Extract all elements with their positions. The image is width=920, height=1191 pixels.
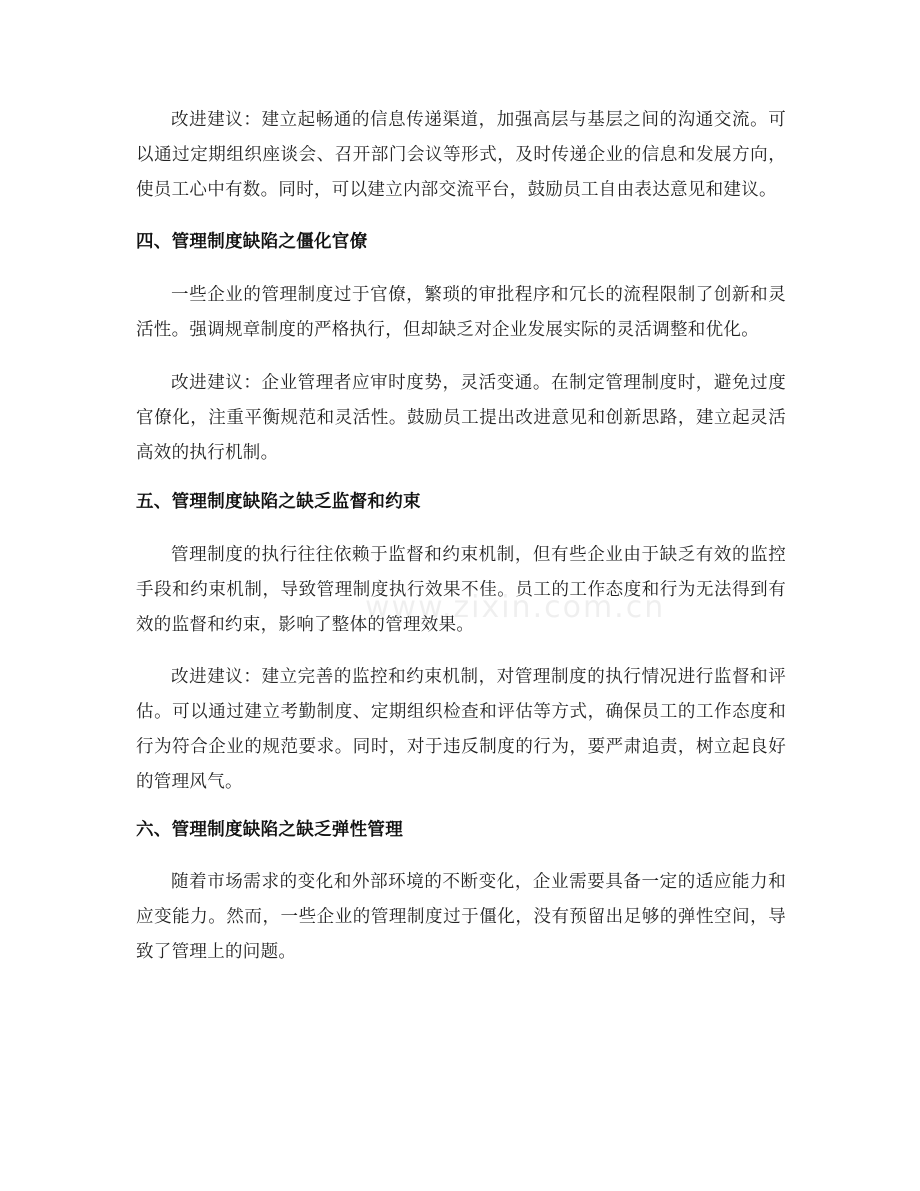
paragraph-suggestion-communication: 改进建议：建立起畅通的信息传递渠道，加强高层与基层之间的沟通交流。可以通过定期组织座谈会、召开部门会议等形式，及时传递企业的信息和发展方向，使员工心中有数。同时，可以建立内部交流平台，鼓励员工自由表达意见和建议。 [136, 110, 786, 200]
paragraph-supervision-problem: 管理制度的执行往往依赖于监督和约束机制，但有些企业由于缺乏有效的监控手段和约束机制，导致管理制度执行效果不佳。员工的工作态度和行为无法得到有效的监督和约束，影响了整体的管理效果。 [136, 545, 786, 635]
paragraph-bureaucracy-problem: 一些企业的管理制度过于官僚，繁琐的审批程序和冗长的流程限制了创新和灵活性。强调规章制度的严格执行，但却缺乏对企业发展实际的灵活调整和优化。 [136, 285, 786, 340]
section-heading-4: 四、管理制度缺陷之僵化官僚 [136, 232, 368, 252]
paragraph-suggestion-supervision: 改进建议：建立完善的监控和约束机制，对管理制度的执行情况进行监督和评估。可以通过建立考勤制度、定期组织检查和评估等方式，确保员工的工作态度和行为符合企业的规范要求。同时，对于违反制度的行为，要严肃追责，树立起良好的管理风气。 [136, 667, 786, 792]
watermark: www.zixin.com.cn [365, 590, 666, 625]
paragraph-elasticity-problem: 随着市场需求的变化和外部环境的不断变化，企业需要具备一定的适应能力和应变能力。然而，一些企业的管理制度过于僵化，没有预留出足够的弹性空间，导致了管理上的问题。 [136, 872, 786, 962]
section-heading-5: 五、管理制度缺陷之缺乏监督和约束 [136, 492, 421, 512]
paragraph-suggestion-flexibility: 改进建议：企业管理者应审时度势，灵活变通。在制定管理制度时，避免过度官僚化，注重平衡规范和灵活性。鼓励员工提出改进意见和创新思路，建立起灵活高效的执行机制。 [136, 373, 786, 463]
section-heading-6: 六、管理制度缺陷之缺乏弹性管理 [136, 820, 403, 840]
